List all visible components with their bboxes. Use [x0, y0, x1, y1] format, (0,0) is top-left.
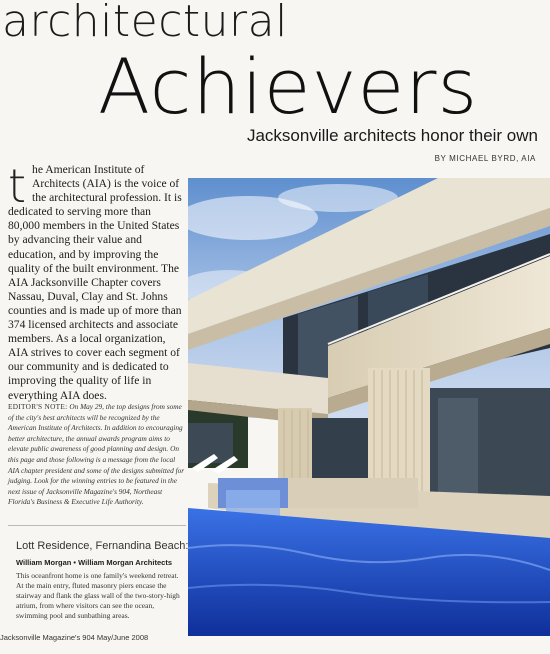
project-title: Lott Residence, Fernandina Beach: [16, 540, 189, 552]
divider [8, 525, 186, 526]
drop-cap: t [8, 159, 27, 213]
article-subhead: Jacksonville architects honor their own [246, 126, 538, 145]
article-headline: Achievers [98, 42, 479, 131]
page-footer: Jacksonville Magazine's 904 May/June 2008 [0, 633, 149, 642]
project-firm: William Morgan • William Morgan Architects [16, 558, 172, 567]
editors-note [8, 402, 186, 508]
project-caption [8, 530, 189, 621]
article-kicker: architectural [2, 0, 288, 47]
house-photo [188, 178, 550, 636]
article-intro [8, 159, 184, 403]
editors-note-lead: EDITOR'S NOTE: [8, 402, 68, 411]
article-byline: BY MICHAEL BYRD, AIA [434, 154, 536, 163]
intro-text: he American Institute of Architects (AIA) is the voice of the architectural profession. It is dedicated to serving more than 80,000 members in the United States by advancing their value and education, and by improving the quality of the built environment. The AIA Jacksonville Chapter covers Nassau, Duval, Clay and St. Johns counties and is made up of more than 374 licensed architects and associate members. As a local organization, AIA strives to cover each segment of our community and is dedicated to improving the quality of life in everything AIA does. [8, 163, 182, 402]
project-description: This oceanfront home is one family's weekend retreat. At the main entry, fluted masonry piers encase the stairway and flank the glass wall of the two-story-high atrium, from where visitors can see the ocean, swimming pool and sunbathing areas. [16, 571, 180, 620]
editors-note-text: On May 29, the top designs from some of the city's best architects will be recognized by the American Institute of Architects. In addition to encouraging better architecture, the annual awards program aims to elevate public awareness of good planning and design. On this page and those following is a message from the local AIA chapter president and some of the designs submitted for judging. Look for the winning entries to be featured in the next issue of Jacksonville Magazine's 904, Northeast Florida's Business & Executive Life Authority. [8, 402, 185, 507]
